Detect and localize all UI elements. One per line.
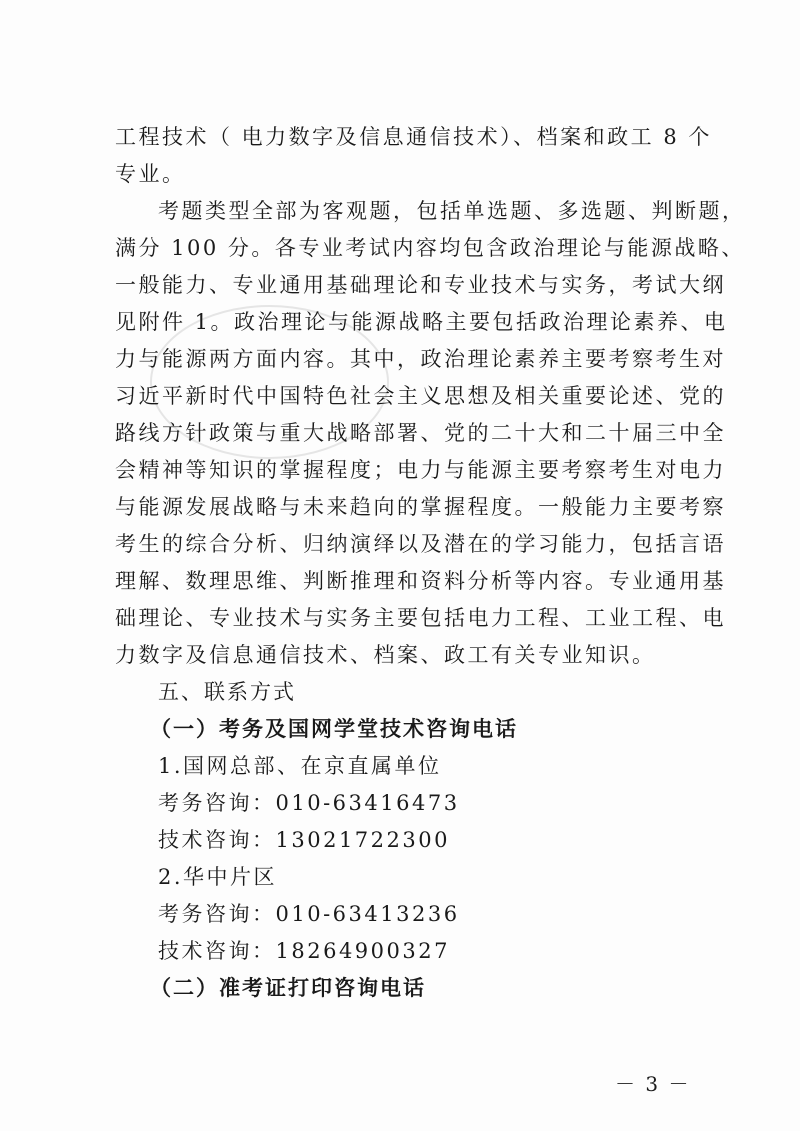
body-line-3: 考题类型全部为客观题，包括单选题、多选题、判断题， xyxy=(158,199,746,223)
body-line-9: 路线方针政策与重大战略部署、党的二十大和二十届三中全 xyxy=(115,421,726,445)
subheading-admission-print-phone: （二）准考证打印咨询电话 xyxy=(150,976,426,1000)
item-hq-units: 1.国网总部、在京直属单位 xyxy=(158,754,442,778)
body-line-4: 满分 100 分。各专业考试内容均包含政治理论与能源战略、 xyxy=(115,236,745,260)
body-line-14: 础理论、专业技术与实务主要包括电力工程、工业工程、电 xyxy=(115,606,726,630)
body-line-13: 理解、数理思维、判断推理和资料分析等内容。专业通用基 xyxy=(115,569,726,593)
contact-tech-phone-1: 技术咨询：13021722300 xyxy=(158,828,450,852)
body-line-2: 专业。 xyxy=(115,162,186,186)
body-line-5: 一般能力、专业通用基础理论和专业技术与实务，考试大纲 xyxy=(115,273,726,297)
subheading-exam-tech-phone: （一）考务及国网学堂技术咨询电话 xyxy=(150,717,518,741)
item-central-china: 2.华中片区 xyxy=(158,865,278,889)
body-line-11: 与能源发展战略与未来趋向的掌握程度。一般能力主要考察 xyxy=(115,495,726,519)
body-line-1: 工程技术（ 电力数字及信息通信技术）、档案和政工 8 个 xyxy=(115,125,712,149)
body-line-12: 考生的综合分析、归纳演绎以及潜在的学习能力，包括言语 xyxy=(115,532,726,556)
body-line-8: 习近平新时代中国特色社会主义思想及相关重要论述、党的 xyxy=(115,384,726,408)
contact-exam-phone-1: 考务咨询：010-63416473 xyxy=(158,791,460,815)
contact-exam-phone-2: 考务咨询：010-63413236 xyxy=(158,902,460,926)
contact-tech-phone-2: 技术咨询：18264900327 xyxy=(158,939,450,963)
body-line-7: 力与能源两方面内容。其中，政治理论素养主要考察考生对 xyxy=(115,347,726,371)
section-heading-contact: 五、联系方式 xyxy=(158,680,296,704)
body-line-15: 力数字及信息通信技术、档案、政工有关专业知识。 xyxy=(115,643,656,667)
body-line-10: 会精神等知识的掌握程度；电力与能源主要考察考生对电力 xyxy=(115,458,726,482)
page-number: － 3 － xyxy=(615,1072,691,1096)
body-line-6: 见附件 1。政治理论与能源战略主要包括政治理论素养、电 xyxy=(115,310,728,334)
